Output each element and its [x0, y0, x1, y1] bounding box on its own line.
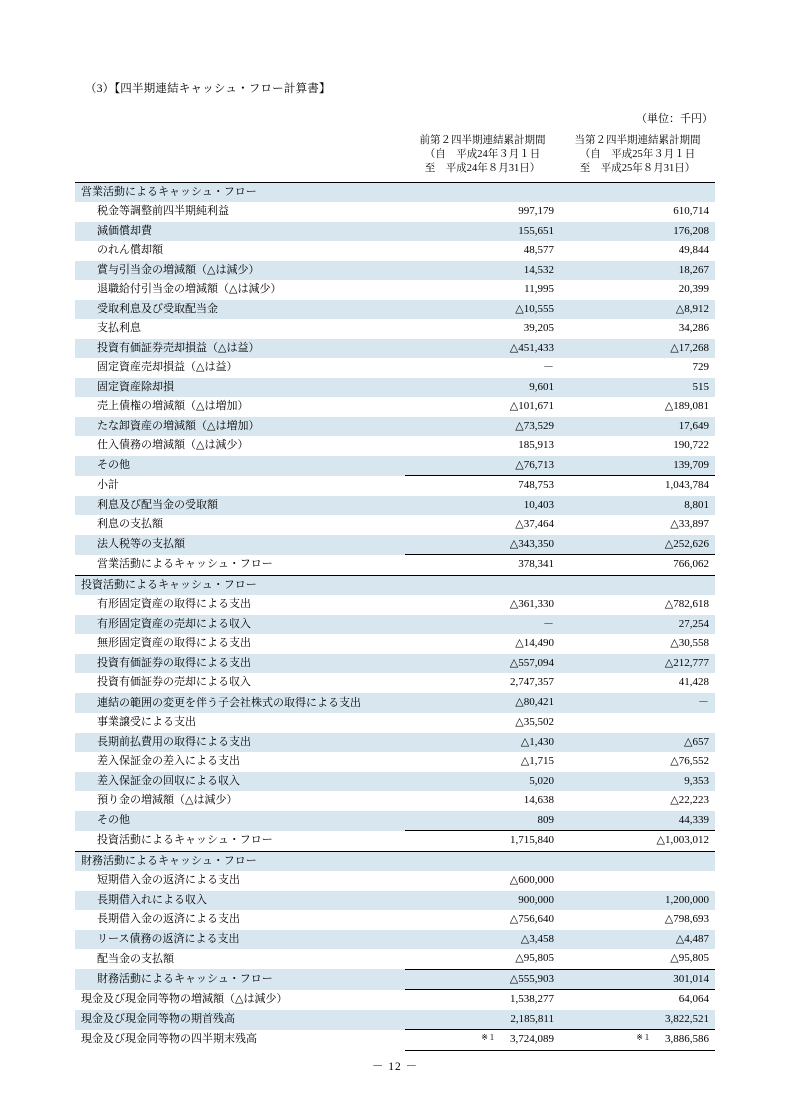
row-value-previous: △73,529 — [405, 417, 560, 437]
row-value-previous: △1,715 — [405, 752, 560, 772]
table-row — [75, 436, 715, 456]
table-row — [75, 634, 715, 654]
row-label: 連結の範囲の変更を伴う子会社株式の取得による支出 — [75, 693, 405, 714]
row-value-previous: 2,747,357 — [405, 673, 560, 693]
row-value-current: △212,777 — [560, 654, 715, 674]
row-value-previous — [405, 182, 560, 202]
page-title: （3）【四半期連結キャッシュ・フロー計算書】 — [85, 83, 331, 95]
row-label: のれん償却額 — [75, 241, 405, 261]
note-marker: ※１ — [481, 1033, 496, 1043]
row-label: たな卸資産の増減額（△は増加） — [75, 417, 405, 437]
row-label: 投資有価証券売却損益（△は益） — [75, 339, 405, 359]
row-label: 長期借入れによる収入 — [75, 891, 405, 911]
row-value-current: 766,062 — [560, 555, 715, 576]
row-value-current: 1,200,000 — [560, 891, 715, 911]
row-label: 税金等調整前四半期純利益 — [75, 202, 405, 222]
row-value-current: 3,822,521 — [560, 1010, 715, 1030]
row-value-previous: △600,000 — [405, 871, 560, 891]
table-row — [75, 515, 715, 535]
row-label: 財務活動によるキャッシュ・フロー — [75, 851, 405, 871]
table-row — [75, 772, 715, 792]
table-row — [75, 397, 715, 417]
row-label: 投資活動によるキャッシュ・フロー — [75, 575, 405, 595]
value-text: 3,724,089 — [510, 1033, 554, 1046]
row-value-current: △33,897 — [560, 515, 715, 535]
row-value-previous: △37,464 — [405, 515, 560, 535]
row-label: 財務活動によるキャッシュ・フロー — [75, 969, 405, 990]
row-label: その他 — [75, 456, 405, 476]
row-value-previous: △343,350 — [405, 535, 560, 555]
row-label: 利息の支払額 — [75, 515, 405, 535]
row-value-current: 301,014 — [560, 969, 715, 990]
header-current-period: 当第２四半期連結累計期間 （自 平成25年３月１日 至 平成25年８月31日） — [560, 130, 715, 182]
row-value-current: △1,003,012 — [560, 831, 715, 852]
table-row — [75, 733, 715, 753]
row-label: 有形固定資産の取得による支出 — [75, 595, 405, 615]
row-value-previous: △10,555 — [405, 300, 560, 320]
table-row — [75, 378, 715, 398]
row-value-current: △798,693 — [560, 910, 715, 930]
table-row — [75, 339, 715, 359]
table-row — [75, 654, 715, 674]
row-value-previous: △76,713 — [405, 456, 560, 476]
row-label: 事業譲受による支出 — [75, 713, 405, 733]
row-value-current: △8,912 — [560, 300, 715, 320]
row-label: 差入保証金の回収による収入 — [75, 772, 405, 792]
row-value-previous: △361,330 — [405, 595, 560, 615]
row-value-current: 49,844 — [560, 241, 715, 261]
header-label-column — [75, 130, 405, 182]
table-row — [75, 1030, 715, 1051]
cashflow-statement-table — [75, 130, 715, 1051]
row-value-previous: 48,577 — [405, 241, 560, 261]
table-row — [75, 496, 715, 516]
row-value-current: － — [560, 693, 715, 714]
row-value-previous: △451,433 — [405, 339, 560, 359]
row-value-previous: △555,903 — [405, 969, 560, 990]
row-label: 短期借入金の返済による支出 — [75, 871, 405, 891]
row-label: 有形固定資産の売却による収入 — [75, 615, 405, 635]
table-row — [75, 222, 715, 242]
header-previous-period: 前第２四半期連結累計期間 （自 平成24年３月１日 至 平成24年８月31日） — [405, 130, 560, 182]
row-value-current: △189,081 — [560, 397, 715, 417]
row-value-previous: 2,185,811 — [405, 1010, 560, 1030]
row-value-previous: △756,640 — [405, 910, 560, 930]
row-value-current: △4,487 — [560, 930, 715, 950]
row-value-current — [560, 1030, 715, 1051]
page-number: － 12 － — [371, 1061, 419, 1073]
row-value-current — [560, 871, 715, 891]
row-label: リース債務の返済による支出 — [75, 930, 405, 950]
table-row — [75, 831, 715, 852]
row-value-previous: △557,094 — [405, 654, 560, 674]
table-row — [75, 752, 715, 772]
table-row — [75, 575, 715, 595]
table-row — [75, 693, 715, 714]
row-label: 無形固定資産の取得による支出 — [75, 634, 405, 654]
row-label: 長期前払費用の取得による支出 — [75, 733, 405, 753]
row-value-previous: 9,601 — [405, 378, 560, 398]
row-value-previous: 997,179 — [405, 202, 560, 222]
row-value-previous — [405, 575, 560, 595]
table-row — [75, 871, 715, 891]
row-value-current: 610,714 — [560, 202, 715, 222]
row-value-current: 8,801 — [560, 496, 715, 516]
row-label: 投資活動によるキャッシュ・フロー — [75, 831, 405, 852]
row-value-current: 20,399 — [560, 280, 715, 300]
table-row — [75, 319, 715, 339]
table-row — [75, 811, 715, 831]
row-label: 配当金の支払額 — [75, 949, 405, 969]
table-row — [75, 535, 715, 555]
row-value-previous: － — [405, 358, 560, 378]
note-marker: ※１ — [636, 1033, 651, 1043]
table-row — [75, 476, 715, 496]
table-row — [75, 949, 715, 969]
row-label: 投資有価証券の取得による支出 — [75, 654, 405, 674]
row-value-current — [560, 851, 715, 871]
row-value-previous — [405, 1030, 560, 1051]
row-value-current — [560, 182, 715, 202]
row-value-current: 1,043,784 — [560, 476, 715, 496]
table-row — [75, 358, 715, 378]
table-header-row — [75, 130, 715, 182]
row-label: 売上債権の増減額（△は増加） — [75, 397, 405, 417]
row-value-current — [560, 713, 715, 733]
row-value-current — [560, 575, 715, 595]
row-value-previous: 1,538,277 — [405, 990, 560, 1010]
row-value-current: 729 — [560, 358, 715, 378]
row-label: 差入保証金の差入による支出 — [75, 752, 405, 772]
row-value-current: 9,353 — [560, 772, 715, 792]
row-label: その他 — [75, 811, 405, 831]
row-label: 退職給付引当金の増減額（△は減少） — [75, 280, 405, 300]
table-row — [75, 615, 715, 635]
row-label: 現金及び現金同等物の四半期末残高 — [75, 1030, 405, 1051]
row-value-previous: 14,638 — [405, 791, 560, 811]
row-label: 営業活動によるキャッシュ・フロー — [75, 182, 405, 202]
row-value-current: △17,268 — [560, 339, 715, 359]
row-value-current: △95,805 — [560, 949, 715, 969]
row-value-previous: 5,020 — [405, 772, 560, 792]
row-value-previous: 185,913 — [405, 436, 560, 456]
row-label: 減価償却費 — [75, 222, 405, 242]
row-label: 賞与引当金の増減額（△は減少） — [75, 261, 405, 281]
table-row — [75, 456, 715, 476]
row-label: 受取利息及び受取配当金 — [75, 300, 405, 320]
row-value-current: 44,339 — [560, 811, 715, 831]
row-value-current: 176,208 — [560, 222, 715, 242]
row-value-previous — [405, 851, 560, 871]
table-row — [75, 261, 715, 281]
row-label: 営業活動によるキャッシュ・フロー — [75, 555, 405, 576]
table-row — [75, 891, 715, 911]
row-value-current: 27,254 — [560, 615, 715, 635]
row-value-current: 34,286 — [560, 319, 715, 339]
row-label: 預り金の増減額（△は減少） — [75, 791, 405, 811]
row-value-previous: 900,000 — [405, 891, 560, 911]
table-body — [75, 182, 715, 1050]
row-label: 小計 — [75, 476, 405, 496]
table-row — [75, 713, 715, 733]
row-value-previous: 39,205 — [405, 319, 560, 339]
row-label: 仕入債務の増減額（△は減少） — [75, 436, 405, 456]
row-value-previous: － — [405, 615, 560, 635]
row-label: 現金及び現金同等物の期首残高 — [75, 1010, 405, 1030]
row-value-previous: △80,421 — [405, 693, 560, 714]
table-row — [75, 555, 715, 576]
row-value-current: 515 — [560, 378, 715, 398]
row-value-previous: △101,671 — [405, 397, 560, 417]
table-row — [75, 241, 715, 261]
row-value-previous: 378,341 — [405, 555, 560, 576]
row-value-current: 190,722 — [560, 436, 715, 456]
table-row — [75, 851, 715, 871]
row-value-current: 41,428 — [560, 673, 715, 693]
row-value-current: △30,558 — [560, 634, 715, 654]
table-row — [75, 595, 715, 615]
row-value-previous: △3,458 — [405, 930, 560, 950]
row-label: 現金及び現金同等物の増減額（△は減少） — [75, 990, 405, 1010]
row-value-current: 139,709 — [560, 456, 715, 476]
row-value-previous: 155,651 — [405, 222, 560, 242]
row-label: 法人税等の支払額 — [75, 535, 405, 555]
value-text: 3,886,586 — [665, 1033, 709, 1046]
table-row — [75, 791, 715, 811]
table-row — [75, 1010, 715, 1030]
table-row — [75, 202, 715, 222]
table-row — [75, 182, 715, 202]
row-label: 投資有価証券の売却による収入 — [75, 673, 405, 693]
row-value-current: △657 — [560, 733, 715, 753]
row-value-current: △76,552 — [560, 752, 715, 772]
row-value-previous: 748,753 — [405, 476, 560, 496]
row-value-current: 64,064 — [560, 990, 715, 1010]
row-value-current: △782,618 — [560, 595, 715, 615]
table-row — [75, 930, 715, 950]
row-value-current: 18,267 — [560, 261, 715, 281]
row-label: 長期借入金の返済による支出 — [75, 910, 405, 930]
row-label: 固定資産除却損 — [75, 378, 405, 398]
row-value-current: △22,223 — [560, 791, 715, 811]
unit-note: （単位：千円） — [636, 113, 713, 125]
table-row — [75, 300, 715, 320]
row-value-previous: 1,715,840 — [405, 831, 560, 852]
table-row — [75, 280, 715, 300]
row-value-previous: 11,995 — [405, 280, 560, 300]
row-label: 固定資産売却損益（△は益） — [75, 358, 405, 378]
table-row — [75, 673, 715, 693]
row-value-current: 17,649 — [560, 417, 715, 437]
row-value-previous: 10,403 — [405, 496, 560, 516]
row-value-previous: △1,430 — [405, 733, 560, 753]
row-value-current: △252,626 — [560, 535, 715, 555]
table-row — [75, 990, 715, 1010]
row-value-previous: 809 — [405, 811, 560, 831]
row-label: 支払利息 — [75, 319, 405, 339]
table-row — [75, 417, 715, 437]
row-value-previous: △14,490 — [405, 634, 560, 654]
row-value-previous: △95,805 — [405, 949, 560, 969]
table-row — [75, 969, 715, 990]
row-label: 利息及び配当金の受取額 — [75, 496, 405, 516]
row-value-previous: 14,532 — [405, 261, 560, 281]
row-value-previous: △35,502 — [405, 713, 560, 733]
table-row — [75, 910, 715, 930]
